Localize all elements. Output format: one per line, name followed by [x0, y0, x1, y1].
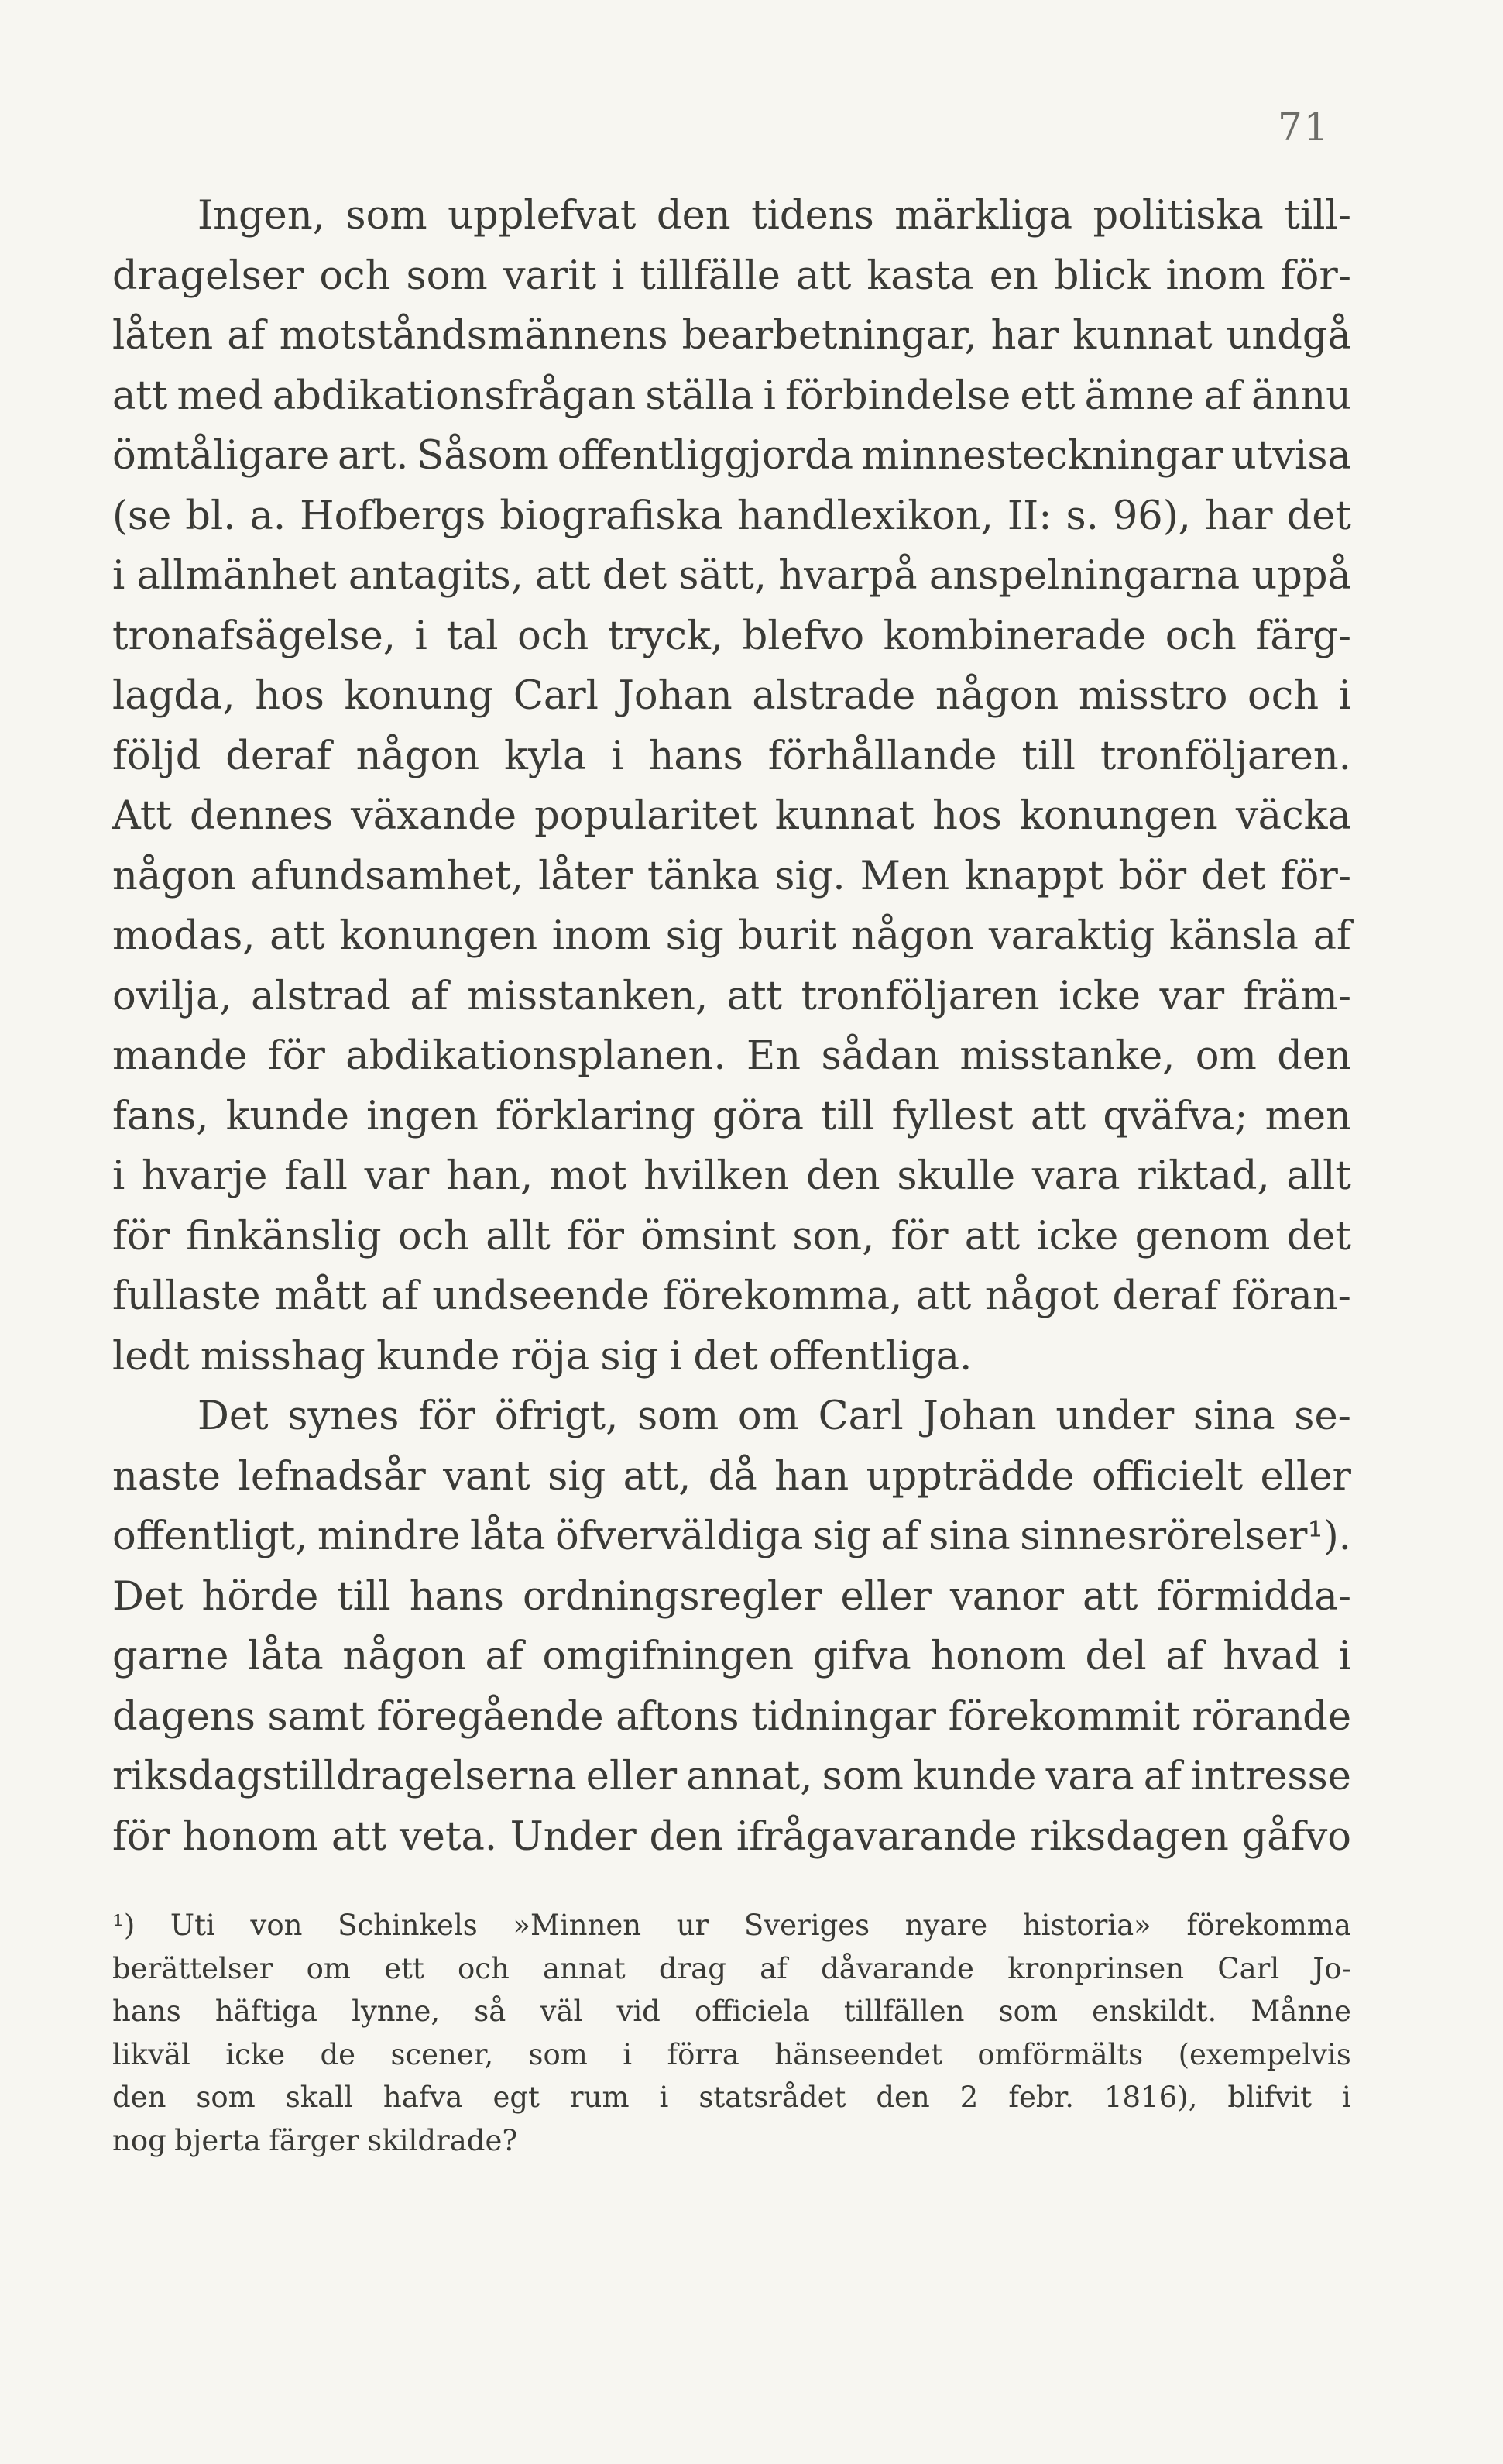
- body-line: naste lefnadsår vant sig att, då han uppträdde officielt eller: [112, 1453, 1351, 1500]
- body-line: någon afundsamhet, låter tänka sig. Men knappt bör det för-: [112, 853, 1351, 899]
- body-line: för honom att veta. Under den ifrågavarande riksdagen gåfvo: [112, 1813, 1351, 1860]
- body-line: Att dennes växande popularitet kunnat hos konungen väcka: [112, 793, 1351, 839]
- footnote-line: likväl icke de scener, som i förra hänseendet omförmälts (exempelvis: [112, 2037, 1351, 2071]
- body-line: i allmänhet antagits, att det sätt, hvarpå anspelningarna uppå: [112, 553, 1351, 599]
- footnote-line: den som skall hafva egt rum i statsrådet den 2 febr. 1816), blifvit i: [112, 2081, 1351, 2114]
- body-line: ledt misshag kunde röja sig i det offentliga.: [112, 1333, 973, 1380]
- footnote-line: berättelser om ett och annat drag af dåvarande kronprinsen Carl Jo-: [112, 1951, 1351, 1985]
- body-line: följd deraf någon kyla i hans förhållande till tronföljaren.: [112, 733, 1351, 779]
- footnote-line: nog bjerta färger skildrade?: [112, 2123, 518, 2157]
- body-text: [112, 186, 1351, 1867]
- body-line: Det hörde till hans ordningsregler eller vanor att förmidda-: [112, 1573, 1351, 1620]
- body-line: för finkänslig och allt för ömsint son, för att icke genom det: [112, 1213, 1351, 1259]
- footnote: [112, 1904, 1351, 2162]
- body-line: lagda, hos konung Carl Johan alstrade någon misstro och i: [112, 673, 1351, 719]
- body-line: Det synes för öfrigt, som om Carl Johan under sina se-: [197, 1394, 1351, 1439]
- body-line: i hvarje fall var han, mot hvilken den skulle vara riktad, allt: [112, 1153, 1351, 1199]
- body-line: Ingen, som upplefvat den tidens märkliga politiska till-: [197, 193, 1351, 239]
- page-number: 71: [1278, 105, 1330, 149]
- footnote-line: ¹) Uti von Schinkels »Minnen ur Sveriges nyare historia» förekomma: [112, 1909, 1351, 1942]
- body-line: (se bl. a. Hofbergs biografiska handlexikon, II: s. 96), har det: [112, 493, 1351, 539]
- body-line: fans, kunde ingen förklaring göra till fyllest att qväfva; men: [112, 1093, 1351, 1139]
- footnote-line: hans häftiga lynne, så väl vid officiela tillfällen som enskildt. Månne: [112, 1995, 1351, 2028]
- body-line: tronafsägelse, i tal och tryck, blefvo kombinerade och färg-: [112, 613, 1351, 659]
- body-line: fullaste mått af undseende förekomma, att något deraf föran-: [112, 1273, 1351, 1319]
- body-line: ömtåligare art. Såsom offentliggjorda minnesteckningar utvisa: [112, 433, 1351, 479]
- body-line: offentligt, mindre låta öfverväldiga sig af sina sinnesrörelser¹).: [112, 1514, 1351, 1559]
- body-line: ovilja, alstrad af misstanken, att tronföljaren icke var främ-: [112, 973, 1351, 1019]
- body-line: dagens samt föregående aftons tidningar förekommit rörande: [112, 1693, 1351, 1740]
- body-line: riksdagstilldragelserna eller annat, som kunde vara af intresse: [112, 1754, 1351, 1799]
- body-line: att med abdikationsfrågan ställa i förbindelse ett ämne af ännu: [112, 373, 1351, 419]
- body-line: garne låta någon af omgifningen gifva honom del af hvad i: [112, 1634, 1351, 1679]
- body-line: dragelser och som varit i tillfälle att kasta en blick inom för-: [112, 253, 1351, 299]
- body-line: mande för abdikationsplanen. En sådan misstanke, om den: [112, 1033, 1351, 1079]
- body-line: låten af motståndsmännens bearbetningar, har kunnat undgå: [112, 313, 1351, 359]
- body-line: modas, att konungen inom sig burit någon varaktig känsla af: [112, 913, 1351, 959]
